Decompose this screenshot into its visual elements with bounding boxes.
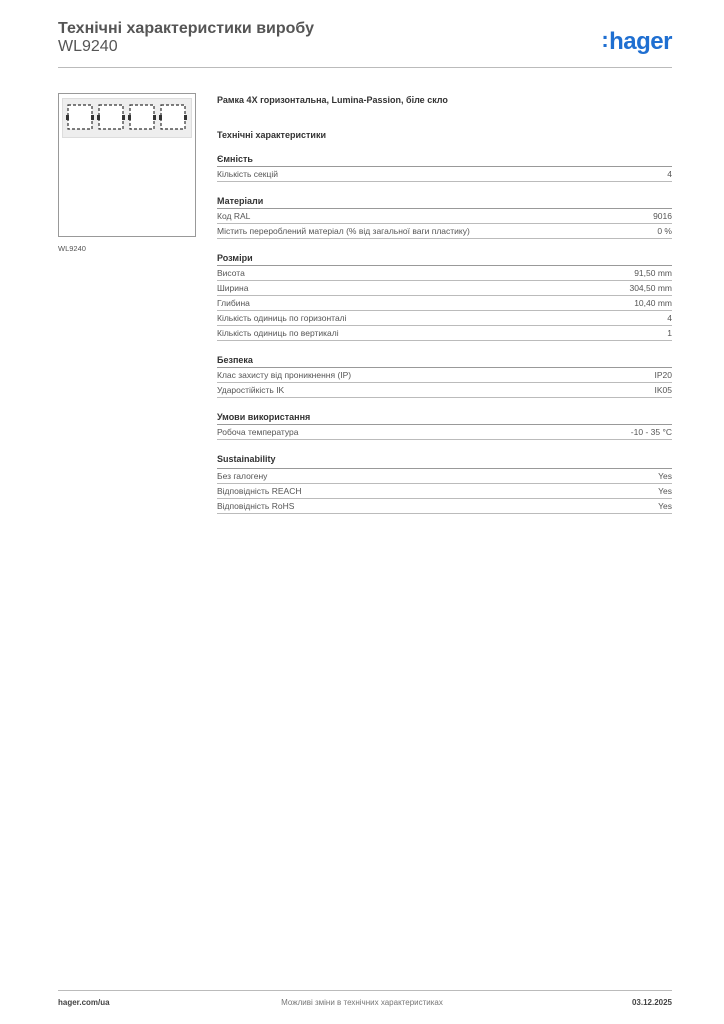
section-materials: [217, 196, 672, 239]
frame-4x-icon: [63, 99, 191, 137]
spec-label: Відповідність RoHS: [217, 501, 295, 511]
footer-divider: [58, 990, 672, 991]
hager-logo: [601, 28, 672, 56]
spec-label: Кількість секцій: [217, 169, 278, 179]
spec-label: Кількість одиниць по вертикалі: [217, 328, 339, 338]
spec-row: [217, 484, 672, 499]
spec-value: IP20: [654, 370, 672, 380]
spec-value: 4: [667, 169, 672, 179]
spec-label: Без галогену: [217, 471, 268, 481]
spec-label: Кількість одиниць по горизонталі: [217, 313, 347, 323]
section-sustainability: [217, 454, 672, 514]
spec-row: [217, 311, 672, 326]
section-title: Розміри: [217, 253, 672, 266]
page-title: Технічні характеристики виробу: [58, 20, 314, 37]
spec-label: Відповідність REACH: [217, 486, 302, 496]
spec-value: IK05: [654, 385, 672, 395]
spec-label: Висота: [217, 268, 245, 278]
product-name: Рамка 4X горизонтальна, Lumina-Passion, біле скло: [217, 95, 448, 105]
frame-illustration: [62, 98, 192, 138]
spec-value: 10,40 mm: [634, 298, 672, 308]
product-code: WL9240: [58, 38, 118, 55]
product-image-label: WL9240: [58, 244, 86, 253]
spec-label: Ширина: [217, 283, 249, 293]
spec-value: Yes: [658, 501, 672, 511]
spec-label: Ударостійкість IK: [217, 385, 285, 395]
logo-colon-mark: :: [601, 27, 609, 52]
spec-row: [217, 209, 672, 224]
spec-value: Yes: [658, 471, 672, 481]
footer-disclaimer: Можливі зміни в технічних характеристиках: [281, 998, 443, 1007]
section-title: Умови використання: [217, 412, 672, 425]
spec-row: [217, 296, 672, 311]
header-divider: [58, 67, 672, 68]
section-operating-conditions: [217, 412, 672, 440]
spec-value: 9016: [653, 211, 672, 221]
spec-value: 91,50 mm: [634, 268, 672, 278]
spec-value: 304,50 mm: [629, 283, 672, 293]
spec-label: Код RAL: [217, 211, 251, 221]
spec-row: [217, 224, 672, 239]
spec-label: Клас захисту від проникнення (IP): [217, 370, 352, 380]
spec-value: 0 %: [657, 226, 672, 236]
spec-value: Yes: [658, 486, 672, 496]
section-title: Sustainability: [217, 454, 276, 464]
spec-row: [217, 425, 672, 440]
specifications-panel: [217, 95, 672, 514]
spec-label: Містить перероблений матеріал (% від загальної ваги пластику): [217, 226, 470, 236]
spec-label: Робоча температура: [217, 427, 299, 437]
section-title: Ємність: [217, 154, 672, 167]
specs-heading: Технічні характеристики: [217, 130, 326, 140]
logo-text: hager: [609, 28, 672, 55]
spec-row: [217, 281, 672, 296]
spec-row: [217, 499, 672, 514]
section-title: Матеріали: [217, 196, 672, 209]
spec-row: [217, 368, 672, 383]
spec-label: Глибина: [217, 298, 250, 308]
section-capacity: [217, 154, 672, 182]
section-dimensions: [217, 253, 672, 341]
spec-value: 4: [667, 313, 672, 323]
footer-website-link[interactable]: hager.com/ua: [58, 998, 110, 1007]
spec-value: -10 - 35 °C: [630, 427, 672, 437]
section-title: Безпека: [217, 355, 672, 368]
spec-row: [217, 167, 672, 182]
spec-row: [217, 383, 672, 398]
section-safety: [217, 355, 672, 398]
spec-row: [217, 468, 672, 484]
spec-row: [217, 326, 672, 341]
product-image: [58, 93, 196, 237]
footer-date: 03.12.2025: [631, 998, 672, 1007]
spec-value: 1: [667, 328, 672, 338]
spec-row: [217, 266, 672, 281]
